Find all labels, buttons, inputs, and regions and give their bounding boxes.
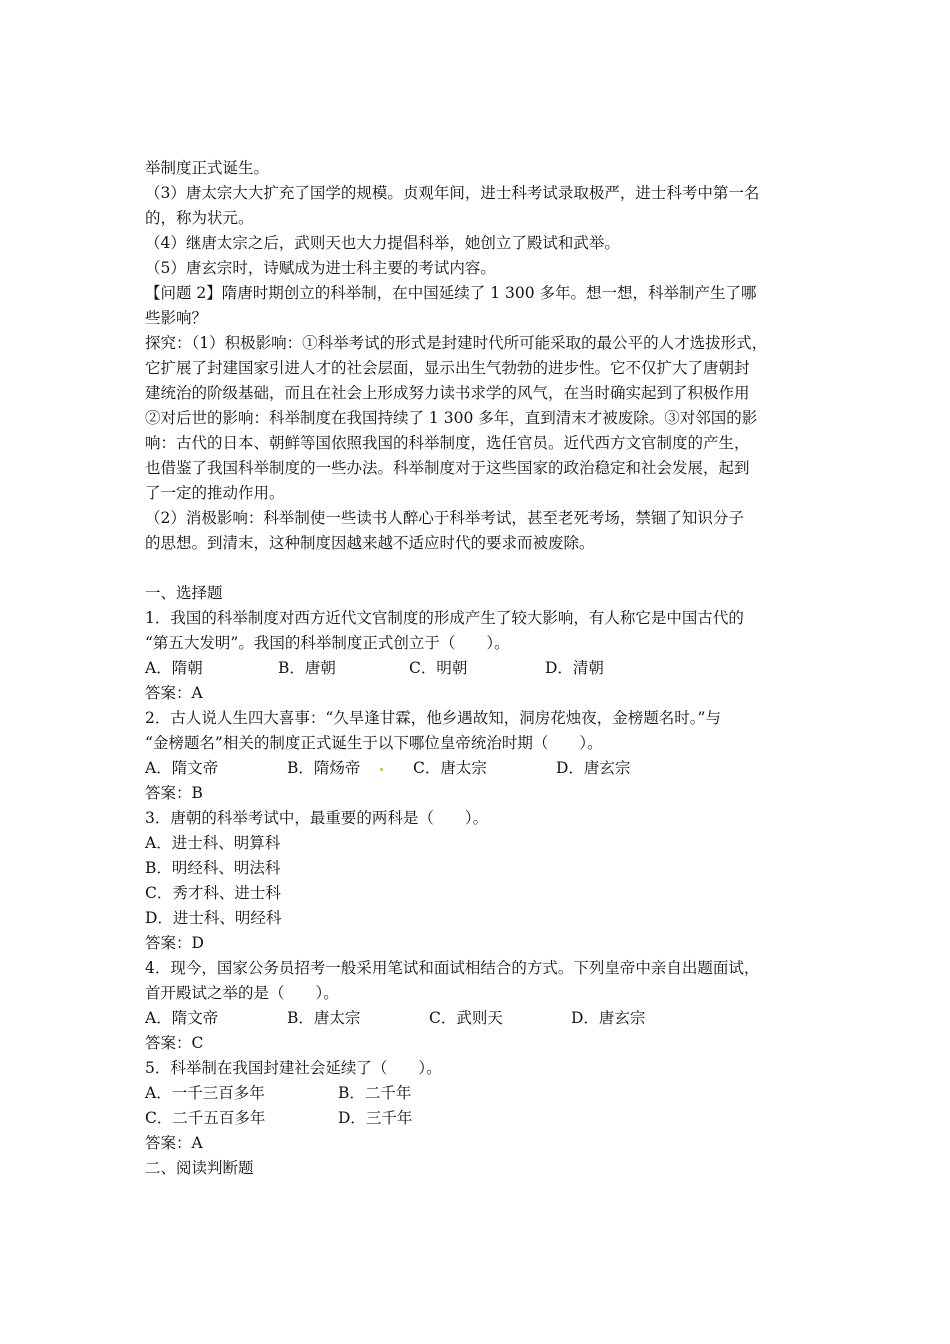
option-d: D．唐玄宗 bbox=[571, 1009, 646, 1027]
question-stem: 4．现今，国家公务员招考一般采用笔试和面试相结合的方式。下列皇帝中亲自出题面试， bbox=[145, 959, 760, 977]
option-a: A．隋文帝 bbox=[145, 759, 219, 777]
option-c: C．唐太宗 bbox=[413, 759, 487, 777]
question-1 bbox=[145, 606, 815, 706]
option-d: D．三千年 bbox=[338, 1109, 413, 1127]
answer: 答案：A bbox=[145, 684, 203, 702]
answer: 答案：D bbox=[145, 934, 204, 952]
paragraph-line: 探究：（1）积极影响：①科举考试的形式是封建时代所可能采取的最公平的人才选拔形式， bbox=[145, 334, 768, 352]
paragraph-line: 它扩展了封建国家引进人才的社会层面，显示出生气勃勃的进步性。它不仅扩大了唐朝封 bbox=[145, 359, 750, 377]
document-body bbox=[145, 156, 815, 1181]
question-4 bbox=[145, 956, 815, 1056]
options-row bbox=[145, 756, 815, 781]
paragraph-line: ②对后世的影响：科举制度在我国持续了 1 300 多年，直到清末才被废除。③对邻国的影 bbox=[145, 409, 758, 427]
paragraph-line: （2）消极影响：科举制使一些读书人醉心于科举考试，甚至老死考场，禁锢了知识分子 bbox=[145, 509, 744, 527]
section-title: 二、阅读判断题 bbox=[145, 1159, 254, 1177]
question-stem: 1．我国的科举制度对西方近代文官制度的形成产生了较大影响，有人称它是中国古代的 bbox=[145, 609, 744, 627]
question-3 bbox=[145, 806, 815, 956]
option-d: D．唐玄宗 bbox=[556, 759, 631, 777]
section-title: 一、选择题 bbox=[145, 584, 223, 602]
question-5 bbox=[145, 1056, 815, 1156]
paragraph-line: 了一定的推动作用。 bbox=[145, 484, 285, 502]
option-a: A．一千三百多年 bbox=[145, 1084, 265, 1102]
answer: 答案：A bbox=[145, 1134, 203, 1152]
question-heading-line: 些影响？ bbox=[145, 309, 208, 327]
paragraph-line: 举制度正式诞生。 bbox=[145, 159, 270, 177]
answer: 答案：C bbox=[145, 1034, 204, 1052]
option-d: D．进士科、明经科 bbox=[145, 909, 282, 927]
question-stem: “第五大发明”。我国的科举制度正式创立于（ ）。 bbox=[145, 634, 510, 652]
yellow-dot-icon bbox=[380, 768, 383, 771]
options-row bbox=[145, 1081, 815, 1106]
blank-line bbox=[145, 556, 815, 581]
paragraph-line: 也借鉴了我国科举制度的一些办法。科举制度对于这些国家的政治稳定和社会发展，起到 bbox=[145, 459, 750, 477]
question-stem: “金榜题名”相关的制度正式诞生于以下哪位皇帝统治时期（ ）。 bbox=[145, 734, 603, 752]
question-2 bbox=[145, 706, 815, 806]
paragraph-line: 建统治的阶级基础，而且在社会上形成努力读书求学的风气，在当时确实起到了积极作用 bbox=[145, 384, 750, 402]
option-b: B．隋炀帝 bbox=[287, 759, 361, 777]
paragraph-line: （5）唐玄宗时，诗赋成为进士科主要的考试内容。 bbox=[145, 259, 496, 277]
option-c: C．二千五百多年 bbox=[145, 1109, 266, 1127]
paragraph-line: 的思想。到清末，这种制度因越来越不适应时代的要求而被废除。 bbox=[145, 534, 595, 552]
question-stem: 2．古人说人生四大喜事：“久旱逢甘霖，他乡遇故知，洞房花烛夜，金榜题名时。”与 bbox=[145, 709, 721, 727]
paragraph-line: （3）唐太宗大大扩充了国学的规模。贞观年间，进士科考试录取极严，进士科考中第一名 bbox=[145, 184, 760, 202]
question-stem: 5．科举制在我国封建社会延续了（ ）。 bbox=[145, 1059, 442, 1077]
answer: 答案：B bbox=[145, 784, 203, 802]
option-c: C．武则天 bbox=[429, 1009, 503, 1027]
option-b: B．二千年 bbox=[338, 1084, 412, 1102]
option-a: A．隋朝 bbox=[145, 659, 203, 677]
question-stem: 3．唐朝的科举考试中，最重要的两科是（ ）。 bbox=[145, 809, 489, 827]
option-c: C．明朝 bbox=[409, 659, 468, 677]
option-a: A．进士科、明算科 bbox=[145, 834, 281, 852]
options-row bbox=[145, 656, 815, 681]
options-row bbox=[145, 1006, 815, 1031]
options-row bbox=[145, 1106, 815, 1131]
option-b: B．明经科、明法科 bbox=[145, 859, 281, 877]
paragraph-line: 响：古代的日本、朝鲜等国依照我国的科举制度，选任官员。近代西方文官制度的产生， bbox=[145, 434, 750, 452]
option-b: B．唐太宗 bbox=[287, 1009, 361, 1027]
option-a: A．隋文帝 bbox=[145, 1009, 219, 1027]
option-b: B．唐朝 bbox=[278, 659, 336, 677]
option-d: D．清朝 bbox=[545, 659, 604, 677]
paragraph-line: （4）继唐太宗之后，武则天也大力提倡科举，她创立了殿试和武举。 bbox=[145, 234, 620, 252]
paragraph-line: 的，称为状元。 bbox=[145, 209, 254, 227]
question-stem: 首开殿试之举的是（ ）。 bbox=[145, 984, 339, 1002]
option-c: C．秀才科、进士科 bbox=[145, 884, 281, 902]
yellow-mark bbox=[379, 756, 413, 781]
question-heading-line: 【问题 2】隋唐时期创立的科举制，在中国延续了 1 300 多年。想一想，科举制产生了哪 bbox=[145, 284, 757, 302]
